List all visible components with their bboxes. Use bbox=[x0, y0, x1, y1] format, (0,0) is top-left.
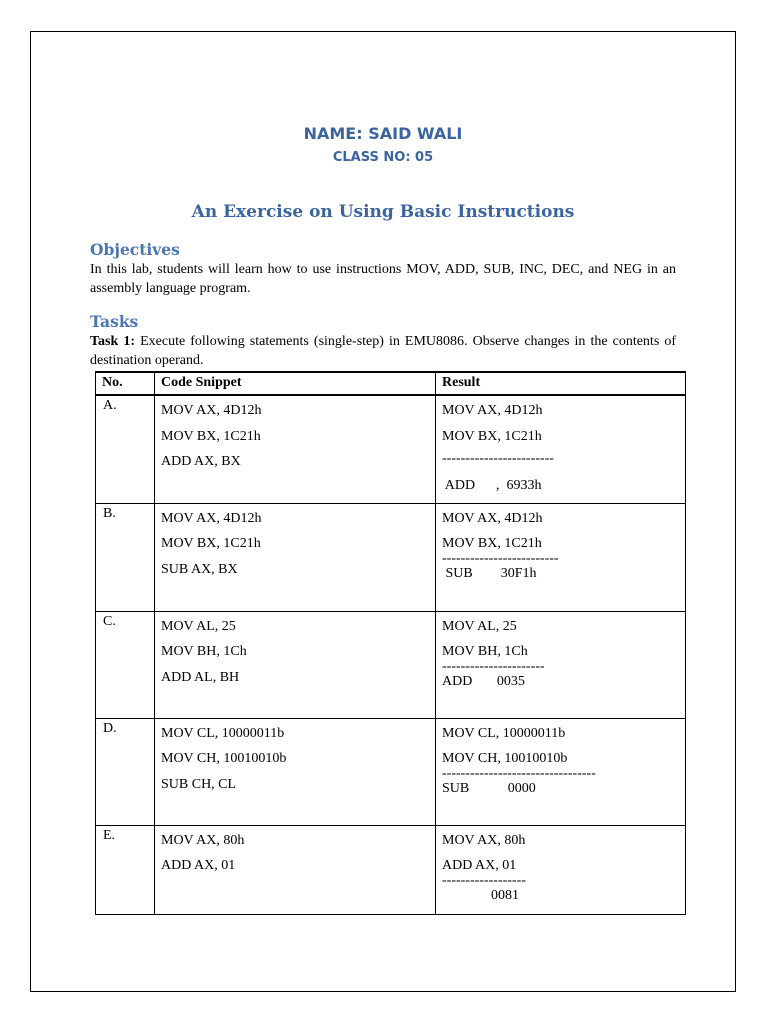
result-cell bbox=[436, 611, 686, 718]
row-number: D. bbox=[96, 718, 155, 825]
code-line: MOV BX, 1C21h bbox=[161, 428, 261, 444]
code-cell bbox=[155, 825, 436, 914]
result-line: MOV CL, 10000011b bbox=[442, 725, 566, 741]
tasks-heading: Tasks bbox=[90, 312, 139, 331]
code-line: MOV BX, 1C21h bbox=[161, 536, 261, 551]
class-number: CLASS NO: 05 bbox=[332, 150, 434, 165]
code-cell bbox=[155, 395, 436, 503]
table-row bbox=[96, 611, 686, 718]
result-final: ADD , 6933h bbox=[442, 478, 542, 493]
row-number: A. bbox=[96, 395, 155, 503]
result-line: MOV BX, 1C21h bbox=[442, 428, 542, 444]
code-line: ADD AX, 01 bbox=[161, 858, 236, 873]
result-separator: ------------------------ bbox=[442, 451, 554, 466]
table-row bbox=[96, 503, 686, 611]
row-number: E. bbox=[96, 825, 155, 914]
result-separator: --------------------------------- bbox=[442, 768, 596, 780]
result-separator: ------------------------- bbox=[442, 553, 559, 565]
result-final: SUB 0000 bbox=[442, 781, 536, 796]
header-code-snippet: Code Snippet bbox=[155, 372, 436, 395]
code-line: MOV AX, 4D12h bbox=[161, 510, 262, 526]
result-cell bbox=[436, 718, 686, 825]
objectives-heading: Objectives bbox=[90, 240, 180, 259]
code-line: MOV AX, 4D12h bbox=[161, 403, 262, 418]
result-line: MOV BH, 1Ch bbox=[442, 644, 528, 659]
task1-text bbox=[90, 332, 676, 370]
result-separator: ---------------------- bbox=[442, 661, 545, 673]
header-result: Result bbox=[436, 372, 686, 395]
code-line: MOV AL, 25 bbox=[161, 618, 236, 634]
result-line: MOV AX, 4D12h bbox=[442, 403, 543, 418]
code-line: MOV BH, 1Ch bbox=[161, 644, 247, 659]
result-cell bbox=[436, 395, 686, 503]
code-line: MOV AX, 80h bbox=[161, 832, 245, 848]
code-table bbox=[95, 371, 686, 915]
row-number: C. bbox=[96, 611, 155, 718]
result-final: ADD 0035 bbox=[442, 674, 525, 689]
result-line: MOV AX, 4D12h bbox=[442, 510, 543, 526]
objectives-text: In this lab, students will learn how to use instructions MOV, ADD, SUB, INC, DEC, and NEG in an assembly language program. bbox=[90, 262, 676, 296]
code-cell bbox=[155, 503, 436, 611]
code-cell bbox=[155, 718, 436, 825]
result-final: 0081 bbox=[442, 888, 519, 903]
result-line: ADD AX, 01 bbox=[442, 858, 517, 873]
result-final: SUB 30F1h bbox=[442, 566, 537, 581]
result-cell bbox=[436, 825, 686, 914]
code-line: MOV CL, 10000011b bbox=[161, 725, 285, 741]
table-header-row bbox=[96, 372, 686, 395]
result-separator: ------------------ bbox=[442, 875, 526, 887]
result-line: MOV BX, 1C21h bbox=[442, 536, 542, 551]
result-line: MOV AX, 80h bbox=[442, 832, 526, 848]
code-line: SUB AX, BX bbox=[161, 561, 238, 577]
task1-description: Execute following statements (single-step) in EMU8086. Observe changes in the contents of destination operand. bbox=[90, 334, 677, 368]
table-row bbox=[96, 825, 686, 914]
code-line: MOV CH, 10010010b bbox=[161, 751, 287, 766]
header-no: No. bbox=[96, 372, 155, 395]
table-row bbox=[96, 395, 686, 503]
code-cell bbox=[155, 611, 436, 718]
document-title: An Exercise on Using Basic Instructions bbox=[191, 202, 575, 222]
table-row bbox=[96, 718, 686, 825]
student-name: NAME: SAID WALI bbox=[303, 124, 463, 143]
code-line: ADD AL, BH bbox=[161, 669, 240, 685]
task1-label: Task 1: bbox=[90, 334, 136, 349]
result-line: MOV CH, 10010010b bbox=[442, 751, 568, 766]
code-line: ADD AX, BX bbox=[161, 454, 241, 469]
row-number: B. bbox=[96, 503, 155, 611]
result-line: MOV AL, 25 bbox=[442, 618, 517, 634]
code-line: SUB CH, CL bbox=[161, 776, 237, 792]
result-cell bbox=[436, 503, 686, 611]
